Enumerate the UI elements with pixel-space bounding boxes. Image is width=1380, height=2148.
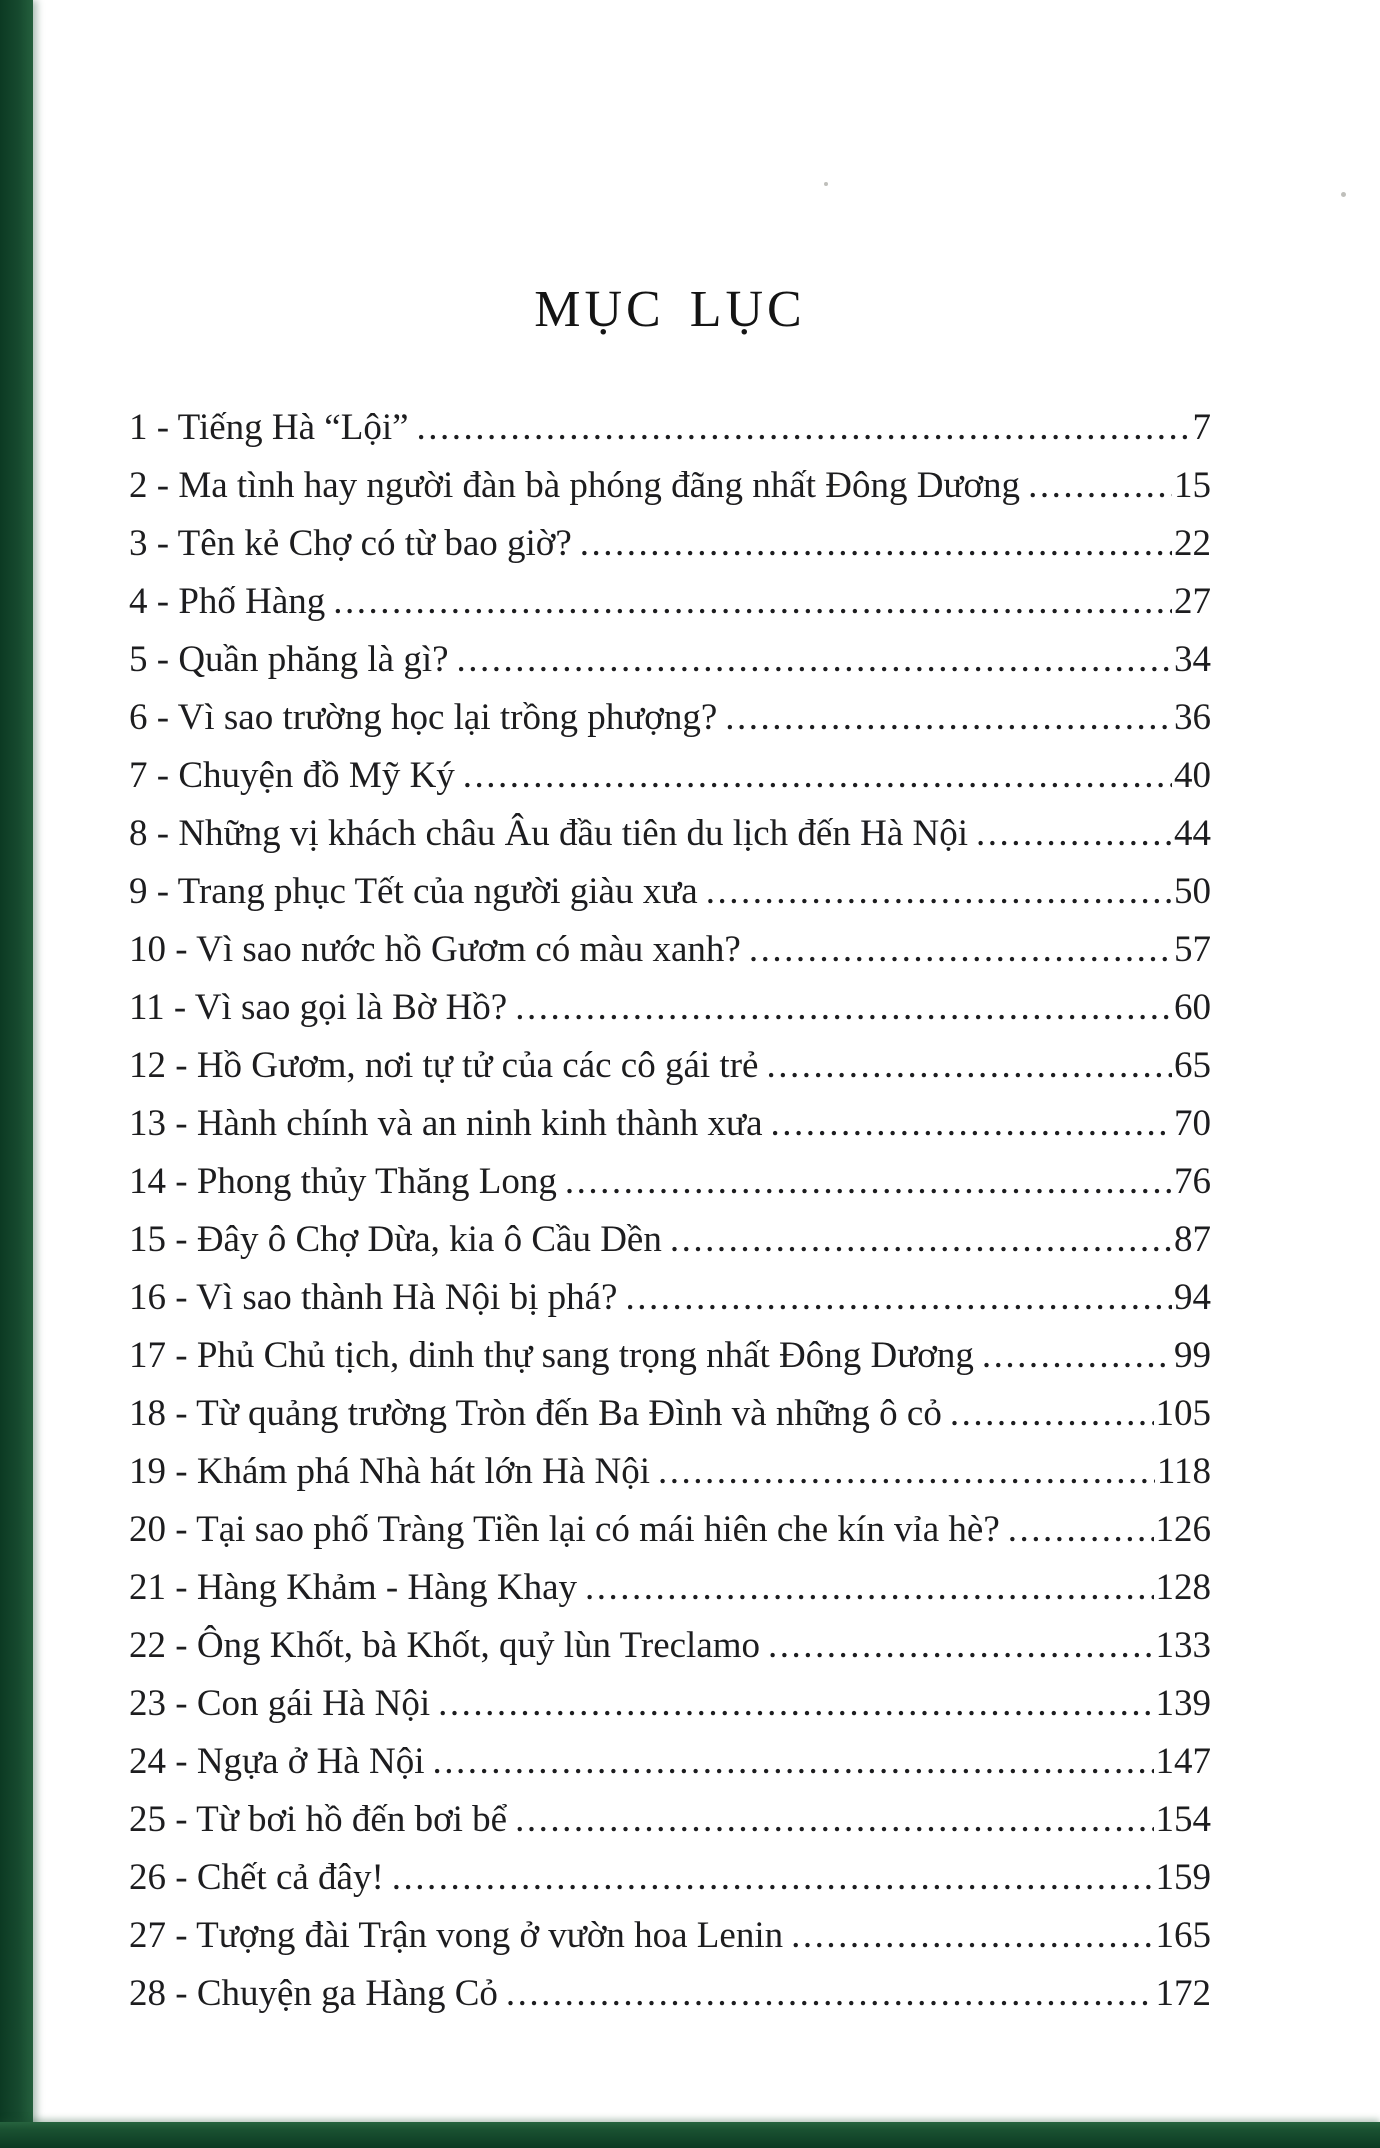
toc-entry (129, 1037, 1211, 1095)
toc-dot-leader (670, 1211, 1172, 1269)
toc-dot-leader (768, 1617, 1153, 1675)
toc-entry-label: 10 - Vì sao nước hồ Gươm có màu xanh? (129, 929, 741, 970)
toc-entry-page: 94 (1174, 1277, 1211, 1318)
toc-entry-label: 18 - Từ quảng trường Tròn đến Ba Đình và những ô cỏ (129, 1393, 942, 1434)
toc-entry (129, 1733, 1211, 1791)
toc-entry (129, 689, 1211, 747)
toc-entry-page: 57 (1174, 929, 1211, 970)
toc-entry-label: 3 - Tên kẻ Chợ có từ bao giờ? (129, 523, 572, 564)
toc-dot-leader (791, 1907, 1153, 1965)
toc-dot-leader (982, 1327, 1172, 1385)
toc-entry-label: 20 - Tại sao phố Tràng Tiền lại có mái hiên che kín vỉa hè? (129, 1509, 1000, 1550)
toc-entry-page: 165 (1155, 1915, 1211, 1956)
toc-entry-page: 60 (1174, 987, 1211, 1028)
toc-entry-label: 6 - Vì sao trường học lại trồng phượng? (129, 697, 718, 738)
toc-content (129, 0, 1211, 2023)
toc-entry-page: 87 (1174, 1219, 1211, 1260)
toc-entry (129, 805, 1211, 863)
toc-entry-page: 27 (1174, 581, 1211, 622)
toc-entry-label: 12 - Hồ Gươm, nơi tự tử của các cô gái trẻ (129, 1045, 759, 1086)
toc-dot-leader (580, 515, 1172, 573)
toc-entry (129, 1385, 1211, 1443)
toc-entry (129, 515, 1211, 573)
toc-entry (129, 1617, 1211, 1675)
toc-entry (129, 1269, 1211, 1327)
toc-entry-label: 16 - Vì sao thành Hà Nội bị phá? (129, 1277, 618, 1318)
toc-entry-label: 26 - Chết cả đây! (129, 1857, 384, 1898)
toc-entry (129, 1559, 1211, 1617)
toc-entry (129, 573, 1211, 631)
toc-entry (129, 1849, 1211, 1907)
toc-entry-page: 139 (1155, 1683, 1211, 1724)
toc-entry (129, 457, 1211, 515)
toc-entry (129, 1907, 1211, 1965)
book-edge-bottom (0, 2122, 1380, 2148)
toc-entry-page: 99 (1174, 1335, 1211, 1376)
toc-entry-page: 44 (1174, 813, 1211, 854)
toc-dot-leader (976, 805, 1172, 863)
toc-entry-label: 28 - Chuyện ga Hàng Cỏ (129, 1973, 498, 2014)
toc-dot-leader (463, 747, 1172, 805)
toc-dot-leader (658, 1443, 1155, 1501)
toc-entry (129, 747, 1211, 805)
toc-entry (129, 1211, 1211, 1269)
toc-entry (129, 979, 1211, 1037)
toc-entry-label: 4 - Phố Hàng (129, 581, 326, 622)
toc-entry-page: 50 (1174, 871, 1211, 912)
toc-entry-page: 105 (1155, 1393, 1211, 1434)
toc-entry (129, 399, 1211, 457)
toc-entry-label: 9 - Trang phục Tết của người giàu xưa (129, 871, 698, 912)
toc-entry-page: 133 (1155, 1625, 1211, 1666)
toc-dot-leader (515, 1791, 1153, 1849)
toc-entry-page: 76 (1174, 1161, 1211, 1202)
toc-entry-page: 7 (1192, 407, 1211, 448)
toc-entry (129, 1327, 1211, 1385)
toc-entry-page: 128 (1155, 1567, 1211, 1608)
toc-entry-label: 5 - Quần phăng là gì? (129, 639, 449, 680)
toc-dot-leader (438, 1675, 1153, 1733)
toc-entry-page: 40 (1174, 755, 1211, 796)
toc-dot-leader (392, 1849, 1154, 1907)
toc-entry-label: 15 - Đây ô Chợ Dừa, kia ô Cầu Dền (129, 1219, 662, 1260)
toc-dot-leader (585, 1559, 1154, 1617)
toc-dot-leader (432, 1733, 1153, 1791)
toc-entry-page: 118 (1156, 1451, 1211, 1492)
toc-entry-label: 2 - Ma tình hay người đàn bà phóng đãng nhất Đông Dương (129, 465, 1021, 506)
toc-entry (129, 1675, 1211, 1733)
toc-entry (129, 1791, 1211, 1849)
toc-dot-leader (771, 1095, 1173, 1153)
toc-entry-label: 22 - Ông Khốt, bà Khốt, quỷ lùn Treclamo (129, 1625, 761, 1666)
toc-entry-label: 1 - Tiếng Hà “Lội” (129, 407, 409, 448)
toc-dot-leader (565, 1153, 1172, 1211)
toc-entry-label: 13 - Hành chính và an ninh kinh thành xưa (129, 1103, 763, 1144)
toc-entry (129, 1443, 1211, 1501)
scan-speck (824, 182, 828, 186)
toc-dot-leader (457, 631, 1172, 689)
toc-entry-label: 19 - Khám phá Nhà hát lớn Hà Nội (129, 1451, 650, 1492)
toc-entry-label: 17 - Phủ Chủ tịch, dinh thự sang trọng nhất Đông Dương (129, 1335, 974, 1376)
scan-speck (1341, 192, 1346, 197)
toc-entry-page: 159 (1155, 1857, 1211, 1898)
toc-entry-page: 172 (1155, 1973, 1211, 2014)
toc-dot-leader (749, 921, 1172, 979)
toc-entry-label: 24 - Ngựa ở Hà Nội (129, 1741, 425, 1782)
book-edge-left (0, 0, 33, 2148)
toc-entry-page: 15 (1174, 465, 1211, 506)
toc-entry (129, 631, 1211, 689)
toc-entry-page: 65 (1174, 1045, 1211, 1086)
toc-entry-page: 154 (1155, 1799, 1211, 1840)
toc-dot-leader (706, 863, 1172, 921)
toc-entry-label: 7 - Chuyện đồ Mỹ Ký (129, 755, 455, 796)
toc-dot-leader (515, 979, 1172, 1037)
toc-entry-label: 11 - Vì sao gọi là Bờ Hồ? (129, 987, 508, 1028)
toc-entry-label: 27 - Tượng đài Trận vong ở vườn hoa Lenin (129, 1915, 784, 1956)
toc-entry-label: 25 - Từ bơi hồ đến bơi bể (129, 1799, 508, 1840)
toc-entry (129, 863, 1211, 921)
toc-entry (129, 1153, 1211, 1211)
toc-entry-page: 70 (1174, 1103, 1211, 1144)
toc-dot-leader (950, 1385, 1154, 1443)
toc-dot-leader (506, 1965, 1154, 2023)
toc-entry-page: 34 (1174, 639, 1211, 680)
page-title: MỤC LỤC (534, 281, 806, 338)
toc-entry-page: 126 (1155, 1509, 1211, 1550)
toc-entry-label: 21 - Hàng Khảm - Hàng Khay (129, 1567, 577, 1608)
toc-entry (129, 921, 1211, 979)
toc-dot-leader (766, 1037, 1172, 1095)
toc-dot-leader (417, 399, 1191, 457)
toc-entry-label: 8 - Những vị khách châu Âu đầu tiên du lịch đến Hà Nội (129, 813, 968, 854)
toc-dot-leader (625, 1269, 1172, 1327)
toc-dot-leader (333, 573, 1172, 631)
toc-entry (129, 1501, 1211, 1559)
toc-dot-leader (1028, 457, 1172, 515)
toc-entry-label: 14 - Phong thủy Thăng Long (129, 1161, 557, 1202)
toc-entry-page: 36 (1174, 697, 1211, 738)
toc-entry-page: 22 (1174, 523, 1211, 564)
toc-entry-label: 23 - Con gái Hà Nội (129, 1683, 431, 1724)
toc-dot-leader (1008, 1501, 1154, 1559)
toc-dot-leader (725, 689, 1172, 747)
toc-entry (129, 1095, 1211, 1153)
toc-entry-page: 147 (1155, 1741, 1211, 1782)
toc-list (129, 399, 1211, 2023)
toc-entry (129, 1965, 1211, 2023)
